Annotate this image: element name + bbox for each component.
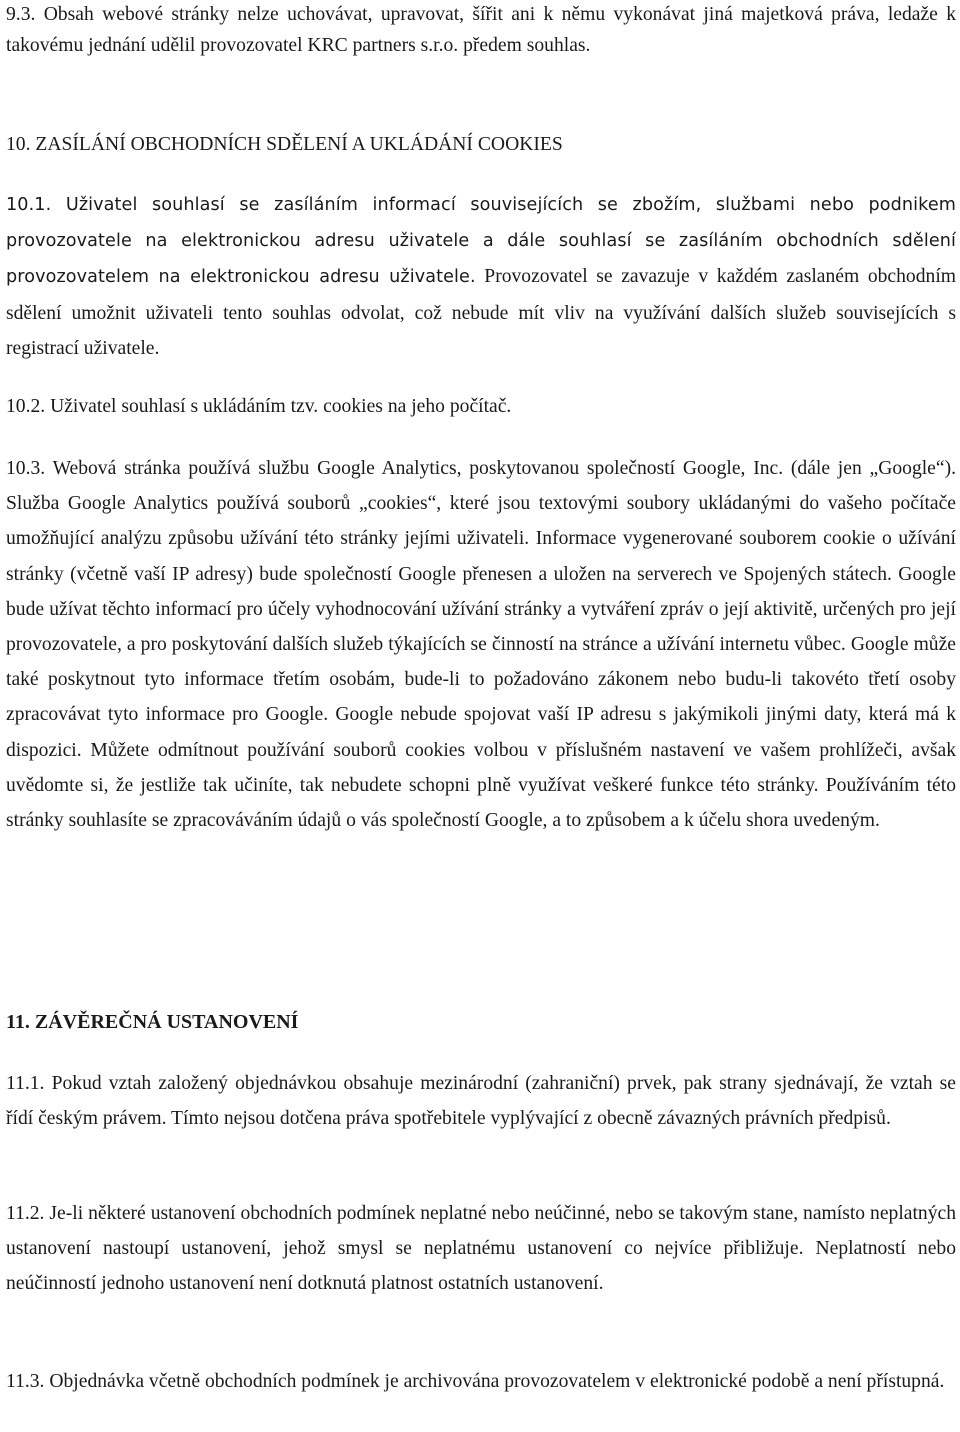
heading-section-10: 10. ZASÍLÁNÍ OBCHODNÍCH SDĚLENÍ A UKLÁDÁNÍ COOKIES	[6, 134, 563, 155]
paragraph-11-1: 11.1. Pokud vztah založený objednávkou obsahuje mezinárodní (zahraniční) prvek, pak strany sjednávají, že vztah se řídí českým právem. Tímto nejsou dotčena práva spotřebitele vyplývající z obecně závazných právních předpisů.	[6, 1073, 956, 1130]
paragraph-10-3: 10.3. Webová stránka používá službu Google Analytics, poskytovanou společností Google, Inc. (dále jen „Google“). Služba Google Analytics používá souborů „cookies“, které jsou textovými soubory ukládanými do vašeho počítače umožňující analýzu způsobu užívání této stránky jejími uživateli. Informace vygenerované souborem cookie o užívání stránky (včetně vaší IP adresy) bude společností Google přenesen a uložen na serverech ve Spojených státech. Google bude užívat těchto informací pro účely vyhodnocování užívání stránky a vytváření zpráv o její aktivitě, určených pro její provozovatele, a pro poskytování dalších služeb týkajících se činností na stránce a užívání internetu vůbec. Google může také poskytnout tyto informace třetím osobám, bude-li to požadováno zákonem nebo budu-li takovéto třetí osoby zpracovávat tyto informace pro Google. Google nebude spojovat vaší IP adresu s jakýmikoli jinými daty, která má k dispozici. Můžete odmítnout používání souborů cookies volbou v příslušném nastavení ve vašem prohlížeči, avšak uvědomte si, že jestliže tak učiníte, tak nebudete schopni plně využívat veškeré funkce této stránky. Používáním této stránky souhlasíte se zpracováváním údajů o vás společností Google, a to způsobem a k účelu shora uvedeným.	[6, 458, 956, 832]
paragraph-9-3: 9.3. Obsah webové stránky nelze uchovávat, upravovat, šířit ani k němu vykonávat jiná majetková práva, ledaže k takovému jednání udělil provozovatel KRC partners s.r.o. předem souhlas.	[6, 4, 956, 56]
paragraph-11-2: 11.2. Je-li některé ustanovení obchodních podmínek neplatné nebo neúčinné, nebo se takovým stane, namísto neplatných ustanovení nastoupí ustanovení, jehož smysl se neplatnému ustanovení co nejvíce přibližuje. Neplatností nebo neúčinností jednoho ustanovení není dotknutá platnost ostatních ustanovení.	[6, 1203, 956, 1295]
heading-section-11: 11. ZÁVĚREČNÁ USTANOVENÍ	[6, 1011, 299, 1033]
paragraph-10-1-sans-part: 10.1. Uživatel souhlasí se zasíláním informací souvisejících se zbožím, službami nebo podnikem provozovatele na elektronickou adresu uživatele a dále souhlasí se zasíláním obchodních sdělení provozovatelem na elektronickou adresu uživatele.	[6, 195, 956, 288]
paragraph-10-1-rest: Provozovatel se zavazuje v každém zaslaném obchodním sdělení umožnit uživateli tento souhlas odvolat, což nebude mít vliv na využívání dalších služeb souvisejících s registrací uživatele.	[6, 266, 957, 359]
paragraph-10-2: 10.2. Uživatel souhlasí s ukládáním tzv. cookies na jeho počítač.	[6, 396, 512, 417]
paragraph-10-1	[6, 187, 956, 366]
paragraph-11-3: 11.3. Objednávka včetně obchodních podmínek je archivována provozovatelem v elektronické podobě a není přístupná.	[6, 1371, 945, 1392]
